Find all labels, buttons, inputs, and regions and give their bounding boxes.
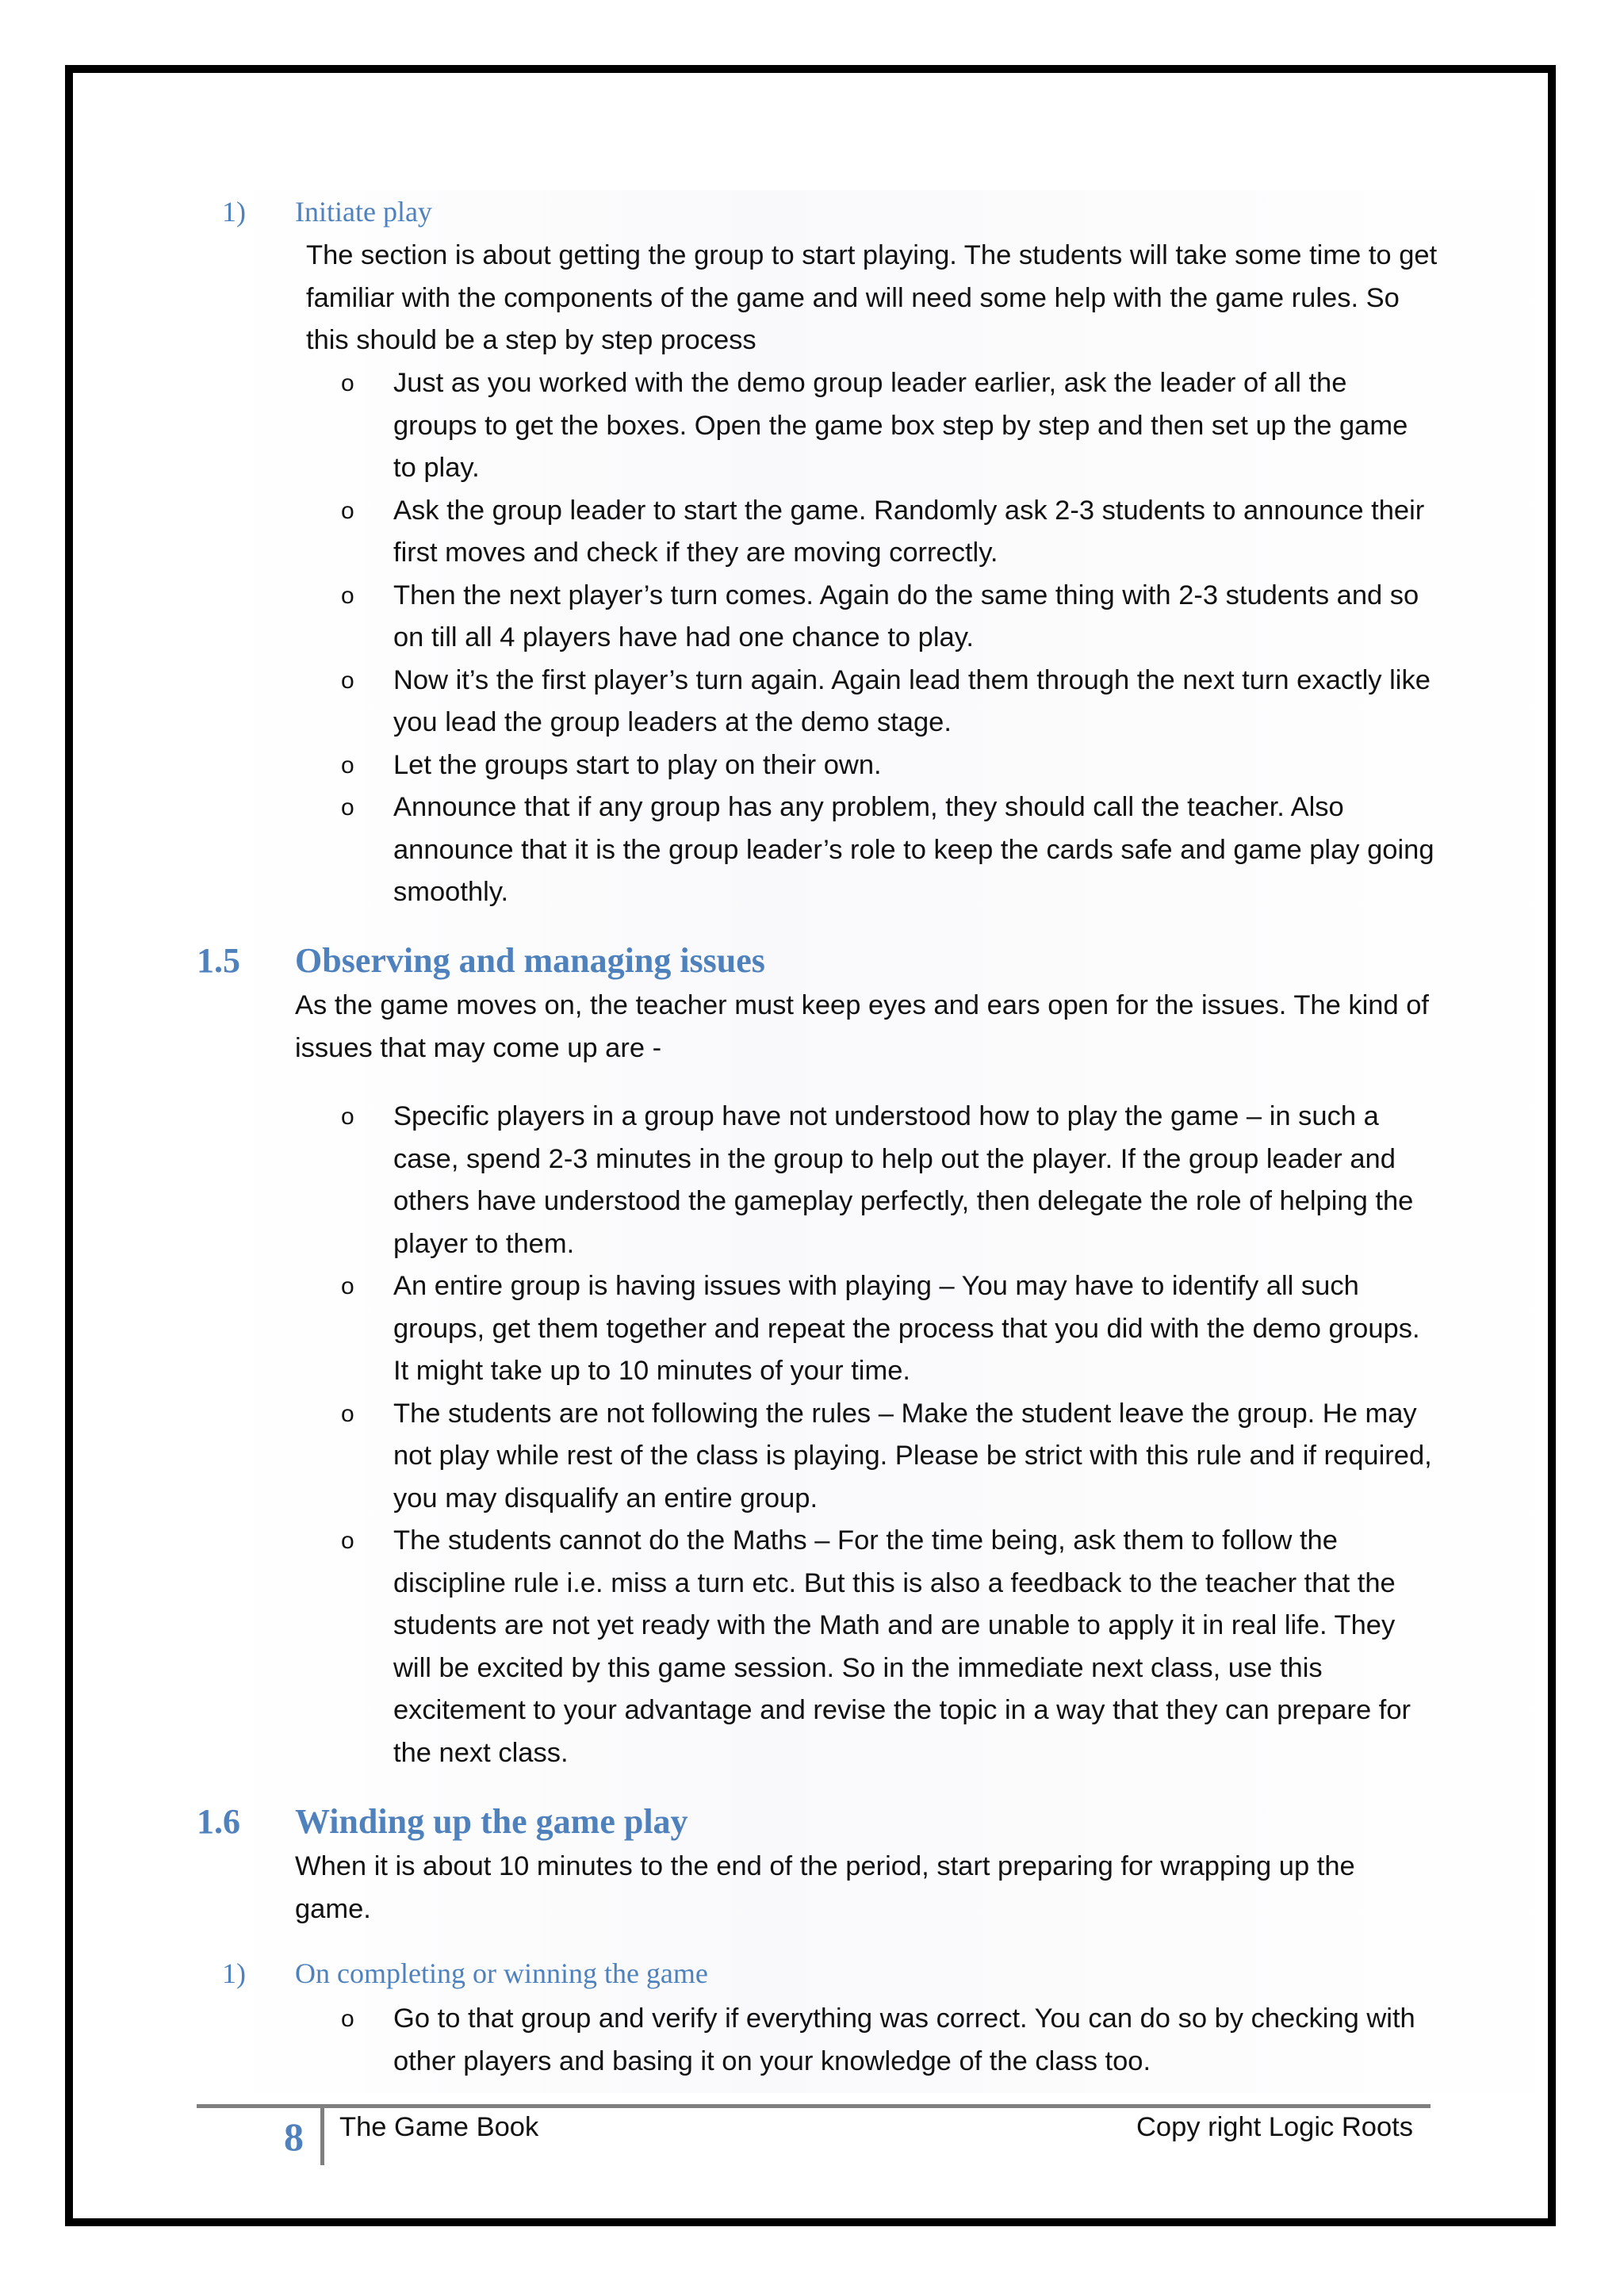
list-item: o Let the groups start to play on their own. <box>341 744 1435 787</box>
bullet-marker: o <box>341 370 354 396</box>
subsection-number: 1) <box>222 196 246 228</box>
list-item: o Then the next player’s turn comes. Again do the same thing with 2-3 students and so on till all 4 players have had one chance to play. <box>341 575 1435 660</box>
bullet-list <box>341 1096 1435 1774</box>
paragraph: When it is about 10 minutes to the end of the period, start preparing for wrapping up the game. <box>295 1851 1355 1924</box>
list-item: o Announce that if any group has any problem, they should call the teacher. Also announce that it is the group leader’s role to keep the cards safe and game play going smoothly. <box>341 786 1435 914</box>
list-item: o Ask the group leader to start the game. Randomly ask 2-3 students to announce their first moves and check if they are moving correctly. <box>341 490 1435 575</box>
list-item: o Specific players in a group have not understood how to play the game – in such a case, spend 2-3 minutes in the group to help out the player. If the group leader and others have understood the gameplay perfectly, then delegate the role of helping the player to them. <box>341 1096 1435 1265</box>
bullet-marker: o <box>341 752 354 779</box>
footer-rule <box>197 2104 1431 2108</box>
list-item: o Go to that group and verify if everything was correct. You can do so by checking with other players and basing it on your knowledge of the class too. <box>341 1998 1435 2083</box>
section-number: 1.6 <box>197 1802 240 1841</box>
subsection-title: On completing or winning the game <box>295 1957 708 1989</box>
bullet-marker: o <box>341 1273 354 1299</box>
paragraph: As the game moves on, the teacher must keep eyes and ears open for the issues. The kind of issues that may come up are - <box>295 990 1430 1063</box>
footer-divider <box>320 2108 324 2165</box>
page-number: 8 <box>284 2114 304 2159</box>
bullet-marker: o <box>341 667 354 694</box>
subsection-title: Initiate play <box>295 196 432 228</box>
bullet-marker: o <box>341 1528 354 1554</box>
list-item: o An entire group is having issues with playing – You may have to identify all such groups, get them together and repeat the process that you did with the demo groups. It might take up to 10 minutes of your time. <box>341 1265 1435 1393</box>
subsection-number: 1) <box>222 1957 246 1989</box>
bullet-list <box>341 362 1435 914</box>
footer-copyright: Copy right Logic Roots <box>1136 2112 1413 2142</box>
section-number: 1.5 <box>197 941 240 980</box>
list-item: o Just as you worked with the demo group leader earlier, ask the leader of all the groups to get the boxes. Open the game box step by step and then set up the game to play. <box>341 362 1435 490</box>
bullet-marker: o <box>341 1104 354 1130</box>
list-item: o Now it’s the first player’s turn again. Again lead them through the next turn exactly like you lead the group leaders at the demo stage. <box>341 660 1435 744</box>
bullet-marker: o <box>341 1400 354 1427</box>
list-item: o The students cannot do the Maths – For the time being, ask them to follow the discipline rule i.e. miss a turn etc. But this is also a feedback to the teacher that the students are not yet ready with the Math and are unable to apply it in real life. They will be excited by this game session. So in the immediate next class, use this excitement to your advantage and revise the topic in a way that they can prepare for the next class. <box>341 1520 1435 1774</box>
bullet-marker: o <box>341 582 354 609</box>
footer-book-title: The Game Book <box>339 2112 539 2142</box>
bullet-marker: o <box>341 794 354 821</box>
paragraph: The section is about getting the group to start playing. The students will take some time to get familiar with the components of the game and will need some help with the game rules. So this should be a step by step process <box>306 240 1438 355</box>
list-item: o The students are not following the rules – Make the student leave the group. He may not play while rest of the class is playing. Please be strict with this rule and if required, you may disqualify an entire group. <box>341 1393 1435 1521</box>
section-heading: Winding up the game play <box>295 1802 688 1841</box>
bullet-list <box>341 1998 1435 2083</box>
section-heading: Observing and managing issues <box>295 941 765 980</box>
bullet-marker: o <box>341 2006 354 2032</box>
bullet-marker: o <box>341 497 354 524</box>
